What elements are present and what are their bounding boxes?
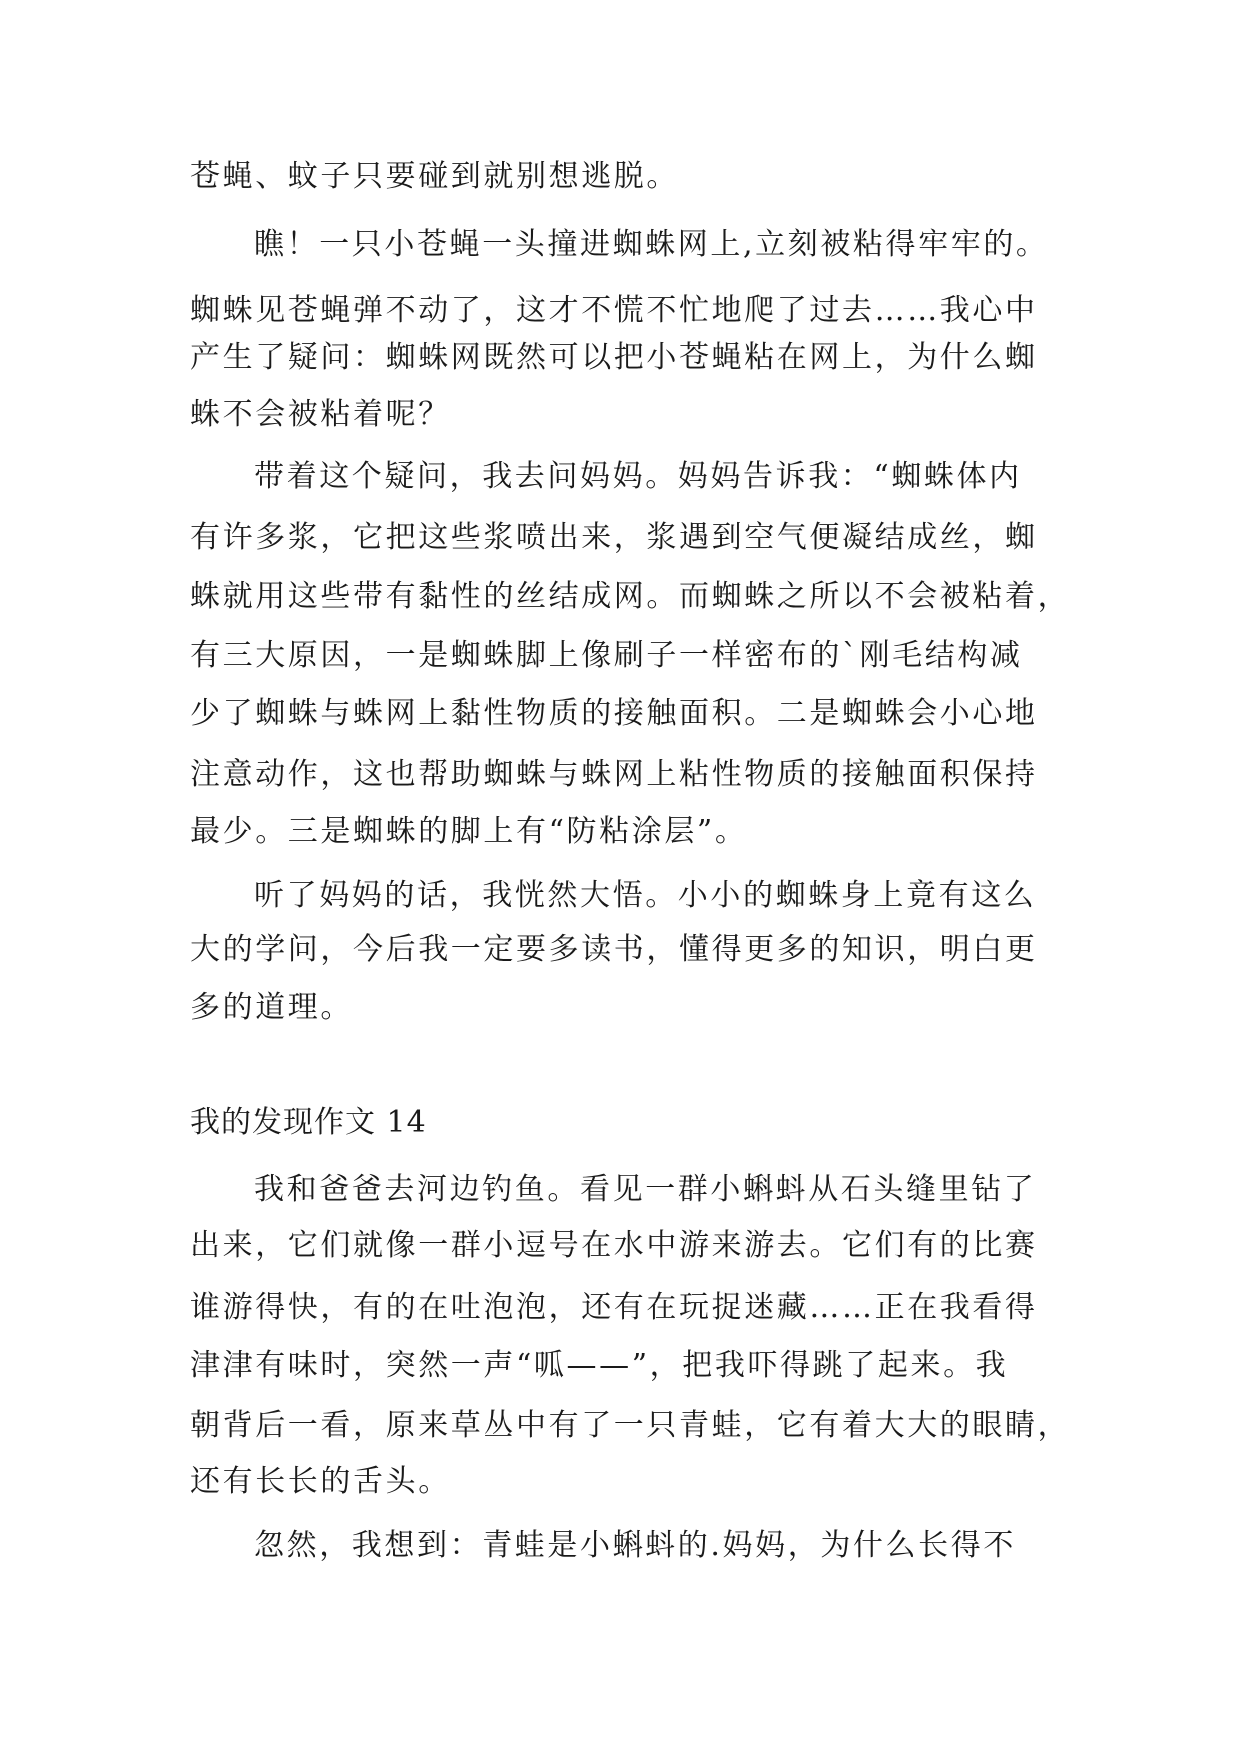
text-line: 津津有味时，突然一声“呱——”，把我吓得跳了起来。我 (190, 1348, 1009, 1383)
text-line: 蜘蛛见苍蝇弹不动了，这才不慌不忙地爬了过去……我心中 (190, 293, 1038, 328)
paragraph-first-line: 带着这个疑问，我去问妈妈。妈妈告诉我：“蜘蛛体内 (254, 459, 1022, 494)
text-line: 苍蝇、蚊子只要碰到就别想逃脱。 (190, 159, 679, 194)
text-line: 有三大原因，一是蜘蛛脚上像刷子一样密布的`刚毛结构减 (190, 638, 1023, 673)
text-line: 蛛就用这些带有黏性的丝结成网。而蜘蛛之所以不会被粘着， (190, 579, 1071, 614)
paragraph-first-line: 我和爸爸去河边钓鱼。看见一群小蝌蚪从石头缝里钻了 (254, 1172, 1037, 1207)
text-line: 出来，它们就像一群小逗号在水中游来游去。它们有的比赛 (190, 1228, 1038, 1263)
text-line: 多的道理。 (190, 990, 353, 1025)
text-line: 朝背后一看，原来草丛中有了一只青蛙，它有着大大的眼睛， (190, 1408, 1071, 1443)
paragraph-first-line: 瞧！一只小苍蝇一头撞进蜘蛛网上,立刻被粘得牢牢的。 (254, 227, 1049, 262)
text-line: 谁游得快，有的在吐泡泡，还有在玩捉迷藏……正在我看得 (190, 1290, 1038, 1325)
text-line: 有许多浆，它把这些浆喷出来，浆遇到空气便凝结成丝，蜘 (190, 520, 1038, 555)
text-line: 还有长长的舌头。 (190, 1464, 451, 1499)
text-line: 少了蜘蛛与蛛网上黏性物质的接触面积。二是蜘蛛会小心地 (190, 696, 1038, 731)
text-line: 大的学问，今后我一定要多读书，懂得更多的知识，明白更 (190, 932, 1038, 967)
text-line: 注意动作，这也帮助蜘蛛与蛛网上粘性物质的接触面积保持 (190, 757, 1038, 792)
text-line: 最少。三是蜘蛛的脚上有“防粘涂层”。 (190, 814, 748, 849)
section-title: 我的发现作文 14 (190, 1105, 427, 1140)
paragraph-first-line: 忽然，我想到：青蛙是小蝌蚪的.妈妈，为什么长得不 (254, 1528, 1016, 1563)
text-line: 蛛不会被粘着呢？ (190, 397, 451, 432)
paragraph-first-line: 听了妈妈的话，我恍然大悟。小小的蜘蛛身上竟有这么 (254, 878, 1037, 913)
text-line: 产生了疑问：蜘蛛网既然可以把小苍蝇粘在网上，为什么蜘 (190, 340, 1038, 375)
